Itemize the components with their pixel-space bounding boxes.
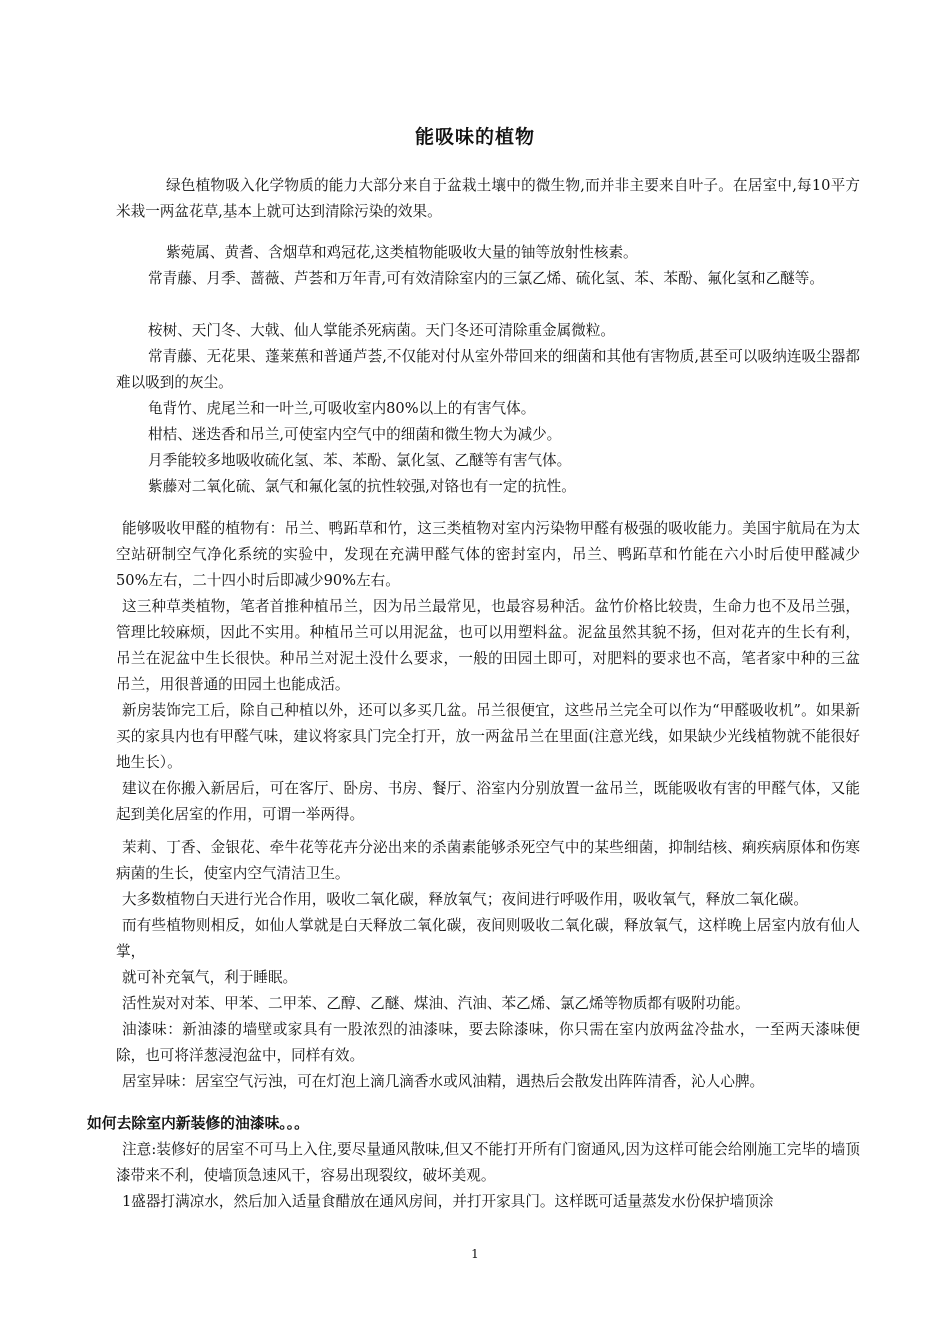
paragraph-new-house: 新房装饰完工后，除自己种植以外，还可以多买几盆。吊兰很便宜，这些吊兰完全可以作为“甲醛吸收机”。如果新买的家具内也有甲醛气味，建议将家具门完全打开，放一两盆吊兰在里面(注意光线，如果缺少光线植物就不能很好地生长）。 bbox=[116, 702, 860, 771]
paragraph-room-odor: 居室异味：居室空气污浊，可在灯泡上滴几滴香水或风油精，遇热后会散发出阵阵清香，沁人心脾。 bbox=[122, 1073, 765, 1090]
paragraph-oxygen: 就可补充氧气，利于睡眠。 bbox=[122, 969, 298, 986]
paragraph-charcoal: 活性炭对对苯、甲苯、二甲苯、乙醇、乙醚、煤油、汽油、苯乙烯、氯乙烯等物质都有吸附功能。 bbox=[122, 995, 750, 1012]
paragraph-ivy: 常青藤、月季、蔷薇、芦荟和万年青,可有效清除室内的三氯乙烯、硫化氢、苯、苯酚、氟化氢和乙醚等。 bbox=[148, 270, 824, 287]
paragraph-paint-smell: 油漆味：新油漆的墙壁或家具有一股浓烈的油漆味，要去除漆味，你只需在室内放两盆冷盐水，一至两天漆味便除，也可将洋葱浸泡盆中，同样有效。 bbox=[116, 1021, 860, 1064]
paragraph-fig: 常青藤、无花果、蓬莱蕉和普通芦荟,不仅能对付从室外带回来的细菌和其他有害物质,甚至可以吸纳连吸尘器都难以吸到的灰尘。 bbox=[116, 348, 860, 391]
paragraph-monstera: 龟背竹、虎尾兰和一叶兰,可吸收室内80%以上的有害气体。 bbox=[148, 400, 536, 417]
paragraph-advice: 建议在你搬入新居后，可在客厅、卧房、书房、餐厅、浴室内分别放置一盆吊兰，既能吸收有害的甲醛气体，又能起到美化居室的作用，可谓一举两得。 bbox=[116, 780, 860, 823]
paragraph-rose: 月季能较多地吸收硫化氢、苯、苯酚、氯化氢、乙醚等有害气体。 bbox=[148, 452, 572, 469]
section-heading: 如何去除室内新装修的油漆味。。。 bbox=[87, 1115, 309, 1132]
paragraph-spider-plant: 这三种草类植物，笔者首推种植吊兰，因为吊兰最常见，也最容易种活。盆竹价格比较贵，生命力也不及吊兰强，管理比较麻烦，因此不实用。种植吊兰可以用泥盆，也可以用塑料盆。泥盆虽然其貌不扬，但对花卉的生长有利，吊兰在泥盆中生长很快。种吊兰对泥土没什么要求，一般的田园土即可，对肥料的要求也不高，笔者家中种的三盆吊兰，用很普通的田园土也能成活。 bbox=[116, 598, 860, 693]
paragraph-photosynthesis: 大多数植物白天进行光合作用，吸收二氧化碳，释放氧气；夜间进行呼吸作用，吸收氧气，释放二氧化碳。 bbox=[122, 891, 808, 908]
paragraph-intro: 绿色植物吸入化学物质的能力大部分来自于盆栽土壤中的微生物,而并非主要来自叶子。在居室中,每10平方米栽一两盆花草,基本上就可达到清除污染的效果。 bbox=[116, 177, 860, 220]
paragraph-eucalyptus: 桉树、天门冬、大戟、仙人掌能杀死病菌。天门冬还可清除重金属微粒。 bbox=[148, 322, 616, 339]
paragraph-radioactive: 紫菀属、黄耆、含烟草和鸡冠花,这类植物能吸收大量的铀等放射性核素。 bbox=[166, 244, 638, 261]
paragraph-note: 注意:装修好的居室不可马上入住,要尽量通风散味,但又不能打开所有门窗通风,因为这样可能会给刚施工完毕的墙顶漆带来不利，使墙顶急速风干，容易出现裂纹，破坏美观。 bbox=[116, 1141, 860, 1184]
paragraph-citrus: 柑桔、迷迭香和吊兰,可使室内空气中的细菌和微生物大为减少。 bbox=[148, 426, 562, 443]
paragraph-jasmine: 茉莉、丁香、金银花、牵牛花等花卉分泌出来的杀菌素能够杀死空气中的某些细菌，抑制结核、痢疾病原体和伤寒病菌的生长，使室内空气清洁卫生。 bbox=[116, 839, 860, 882]
paragraph-wisteria: 紫藤对二氧化硫、氯气和氟化氢的抗性较强,对铬也有一定的抗性。 bbox=[148, 478, 576, 495]
paragraph-step-1: 1盛器打满凉水，然后加入适量食醋放在通风房间，并打开家具门。这样既可适量蒸发水份保护墙顶涂 bbox=[122, 1193, 774, 1210]
paragraph-cactus: 而有些植物则相反，如仙人掌就是白天释放二氧化碳，夜间则吸收二氧化碳，释放氧气，这样晚上居室内放有仙人掌， bbox=[116, 917, 860, 960]
page-title: 能吸味的植物 bbox=[414, 126, 535, 148]
paragraph-formaldehyde: 能够吸收甲醛的植物有：吊兰、鸭跖草和竹，这三类植物对室内污染物甲醛有极强的吸收能力。美国宇航局在为太空站研制空气净化系统的实验中，发现在充满甲醛气体的密封室内，吊兰、鸭跖草和竹能在六小时后使甲醛减少50%左右，二十四小时后即减少90%左右。 bbox=[116, 520, 860, 589]
page-number: 1 bbox=[471, 1247, 479, 1261]
